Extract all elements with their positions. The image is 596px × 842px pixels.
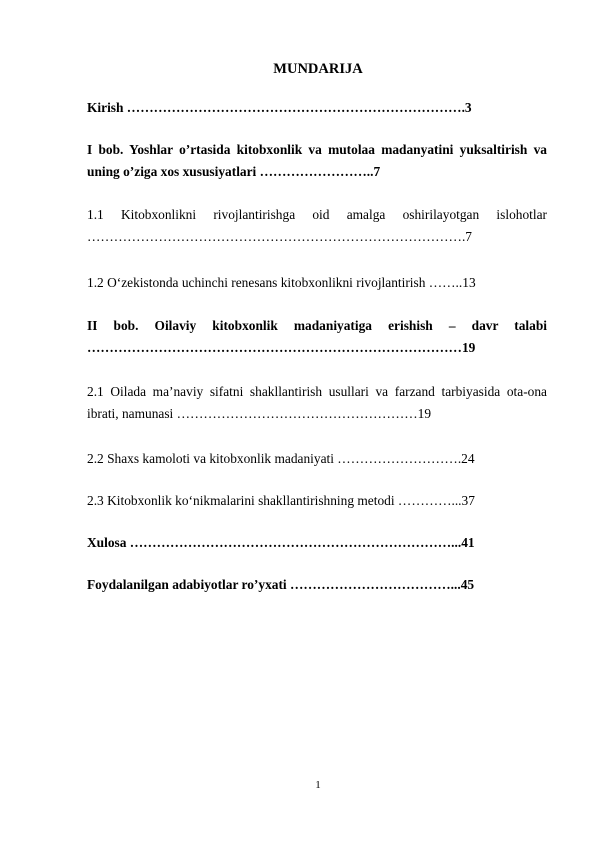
toc-entry-section-2-1: 2.1 Oilada ma’naviy sifatni shakllantirish usullari va farzand tarbiyasida ota-ona ibrati, namunasi ………………………………………………19 xyxy=(87,384,547,421)
page-number: 1 xyxy=(315,779,321,791)
toc-entry-xulosa: Xulosa ………………………………………………………………...41 xyxy=(87,535,475,550)
toc-entry-section-2-2: 2.2 Shaxs kamoloti va kitobxonlik madaniyati ……………………….24 xyxy=(87,451,475,466)
toc-title: MUNDARIJA xyxy=(273,61,363,77)
toc-entry-references: Foydalanilgan adabiyotlar ro’yxati ………………………………...45 xyxy=(87,577,475,592)
toc-entry-section-1-2: 1.2 O‘zekistonda uchinchi renesans kitobxonlikni rivojlantirish ……..13 xyxy=(87,275,476,290)
toc-entry-kirish: Kirish ………………………………………………………………….3 xyxy=(87,100,472,115)
toc-entry-chapter-1: I bob. Yoshlar o’rtasida kitobxonlik va mutolaa madanyatini yuksaltirish va uning o’ziga xos xususiyatlari ……………………..7 xyxy=(87,142,547,179)
toc-entry-section-1-1: 1.1 Kitobxonlikni rivojlantirishga oid amalga oshirilayotgan islohotlar ………………………………………………………………………….7 xyxy=(87,207,547,244)
toc-entry-chapter-2: II bob. Oilaviy kitobxonlik madaniyatiga erishish – davr talabi …………………………………………………………………………19 xyxy=(87,318,547,355)
toc-entry-section-2-3: 2.3 Kitobxonlik ko‘nikmalarini shakllantirishning metodi …………...37 xyxy=(87,493,475,508)
